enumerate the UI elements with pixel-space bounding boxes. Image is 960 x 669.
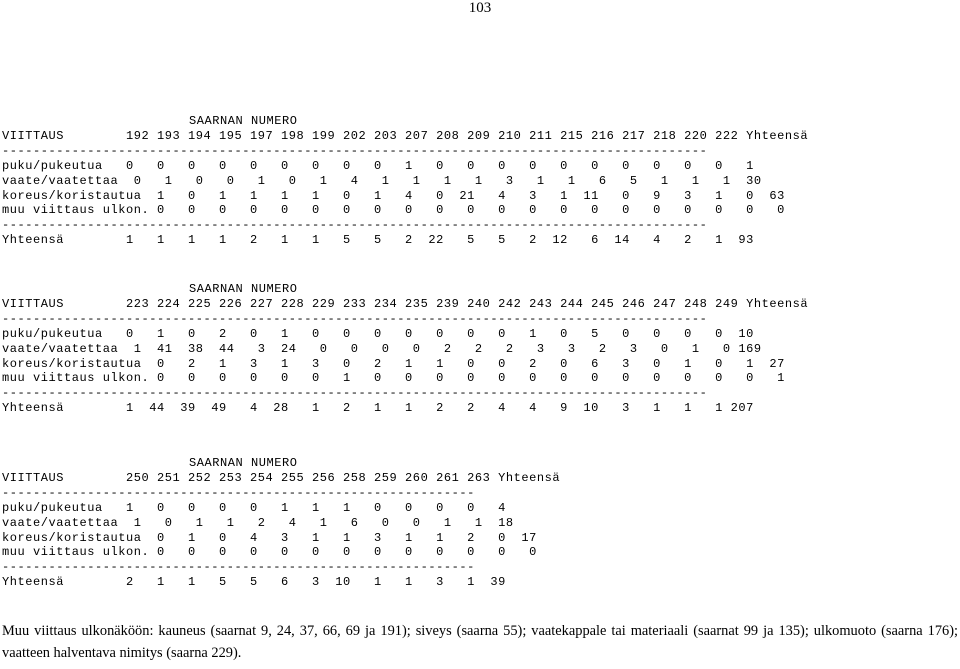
table-row: muu viittaus ulkon. 0 0 0 0 0 0 0 0 0 0 0 0 0: [2, 545, 537, 560]
table-header-row: VIITTAUS 223 224 225 226 227 228 229 233 234 235 239 240 242 243 244 245 246 247 248 249 Yhteensä: [2, 296, 809, 311]
table-row: puku/pukeutua 0 0 0 0 0 0 0 0 0 1 0 0 0 0 0 0 0 0 0 0 1: [2, 158, 754, 173]
table-rule: -------------------------------------------------------------------------------------------: [2, 143, 708, 158]
table-row: puku/pukeutua 1 0 0 0 0 1 1 1 0 0 0 0 4: [2, 500, 506, 515]
table-rule: -------------------------------------------------------------------------------------------: [2, 386, 708, 401]
table-heading: SAARNAN NUMERO: [189, 282, 298, 296]
table-rule: -------------------------------------------------------------: [2, 485, 475, 500]
table-row: muu viittaus ulkon. 0 0 0 0 0 0 1 0 0 0 0 0 0 0 0 0 0 0 0 0 1: [2, 371, 785, 386]
table-header-row: VIITTAUS 192 193 194 195 197 198 199 202 203 207 208 209 210 211 215 216 217 218 220 222 Yhteensä: [2, 128, 809, 143]
crosstab-table-1: [2, 114, 808, 248]
table-rule: -------------------------------------------------------------------------------------------: [2, 218, 708, 233]
table-total-row: Yhteensä 1 1 1 1 2 1 1 5 5 2 22 5 5 2 12 6 14 4 2 1 93: [2, 233, 754, 248]
table-row: koreus/koristautua 0 2 1 3 1 3 0 2 1 1 0 0 2 0 6 3 0 1 0 1 27: [2, 356, 785, 371]
table-total-row: Yhteensä 2 1 1 5 5 6 3 10 1 1 3 1 39: [2, 575, 506, 590]
table-heading: SAARNAN NUMERO: [189, 114, 298, 128]
table-rule: -------------------------------------------------------------: [2, 560, 475, 575]
table-header-row: VIITTAUS 250 251 252 253 254 255 256 258 259 260 261 263 Yhteensä: [2, 470, 561, 485]
table-row: koreus/koristautua 0 1 0 4 3 1 1 3 1 1 2 0 17: [2, 530, 537, 545]
crosstab-table-2: [2, 282, 808, 416]
table-row: vaate/vaatettaa 1 41 38 44 3 24 0 0 0 0 2 2 2 3 3 2 3 0 1 0 169: [2, 341, 762, 356]
crosstab-table-3: [2, 456, 560, 590]
table-row: puku/pukeutua 0 1 0 2 0 1 0 0 0 0 0 0 0 1 0 5 0 0 0 0 10: [2, 326, 754, 341]
table-total-row: Yhteensä 1 44 39 49 4 28 1 2 1 1 2 2 4 4 9 10 3 1 1 1 207: [2, 401, 754, 416]
footnote: Muu viittaus ulkonäköön: kauneus (saarnat 9, 24, 37, 66, 69 ja 191); siveys (saarna 55); vaatekappale tai materiaali (saarnat 99 ja 135); ulkomuoto (saarna 176); vaatteen halventava nimitys (saarna 229).: [2, 623, 958, 661]
table-row: muu viittaus ulkon. 0 0 0 0 0 0 0 0 0 0 0 0 0 0 0 0 0 0 0 0 0: [2, 203, 785, 218]
table-row: vaate/vaatettaa 0 1 0 0 1 0 1 4 1 1 1 1 3 1 1 6 5 1 1 1 30: [2, 173, 762, 188]
table-rule: -------------------------------------------------------------------------------------------: [2, 311, 708, 326]
table-row: koreus/koristautua 1 0 1 1 1 1 0 1 4 0 21 4 3 1 11 0 9 3 1 0 63: [2, 188, 785, 203]
table-heading: SAARNAN NUMERO: [189, 456, 298, 470]
page-number: 103: [468, 0, 492, 16]
table-row: vaate/vaatettaa 1 0 1 1 2 4 1 6 0 0 1 1 18: [2, 515, 514, 530]
